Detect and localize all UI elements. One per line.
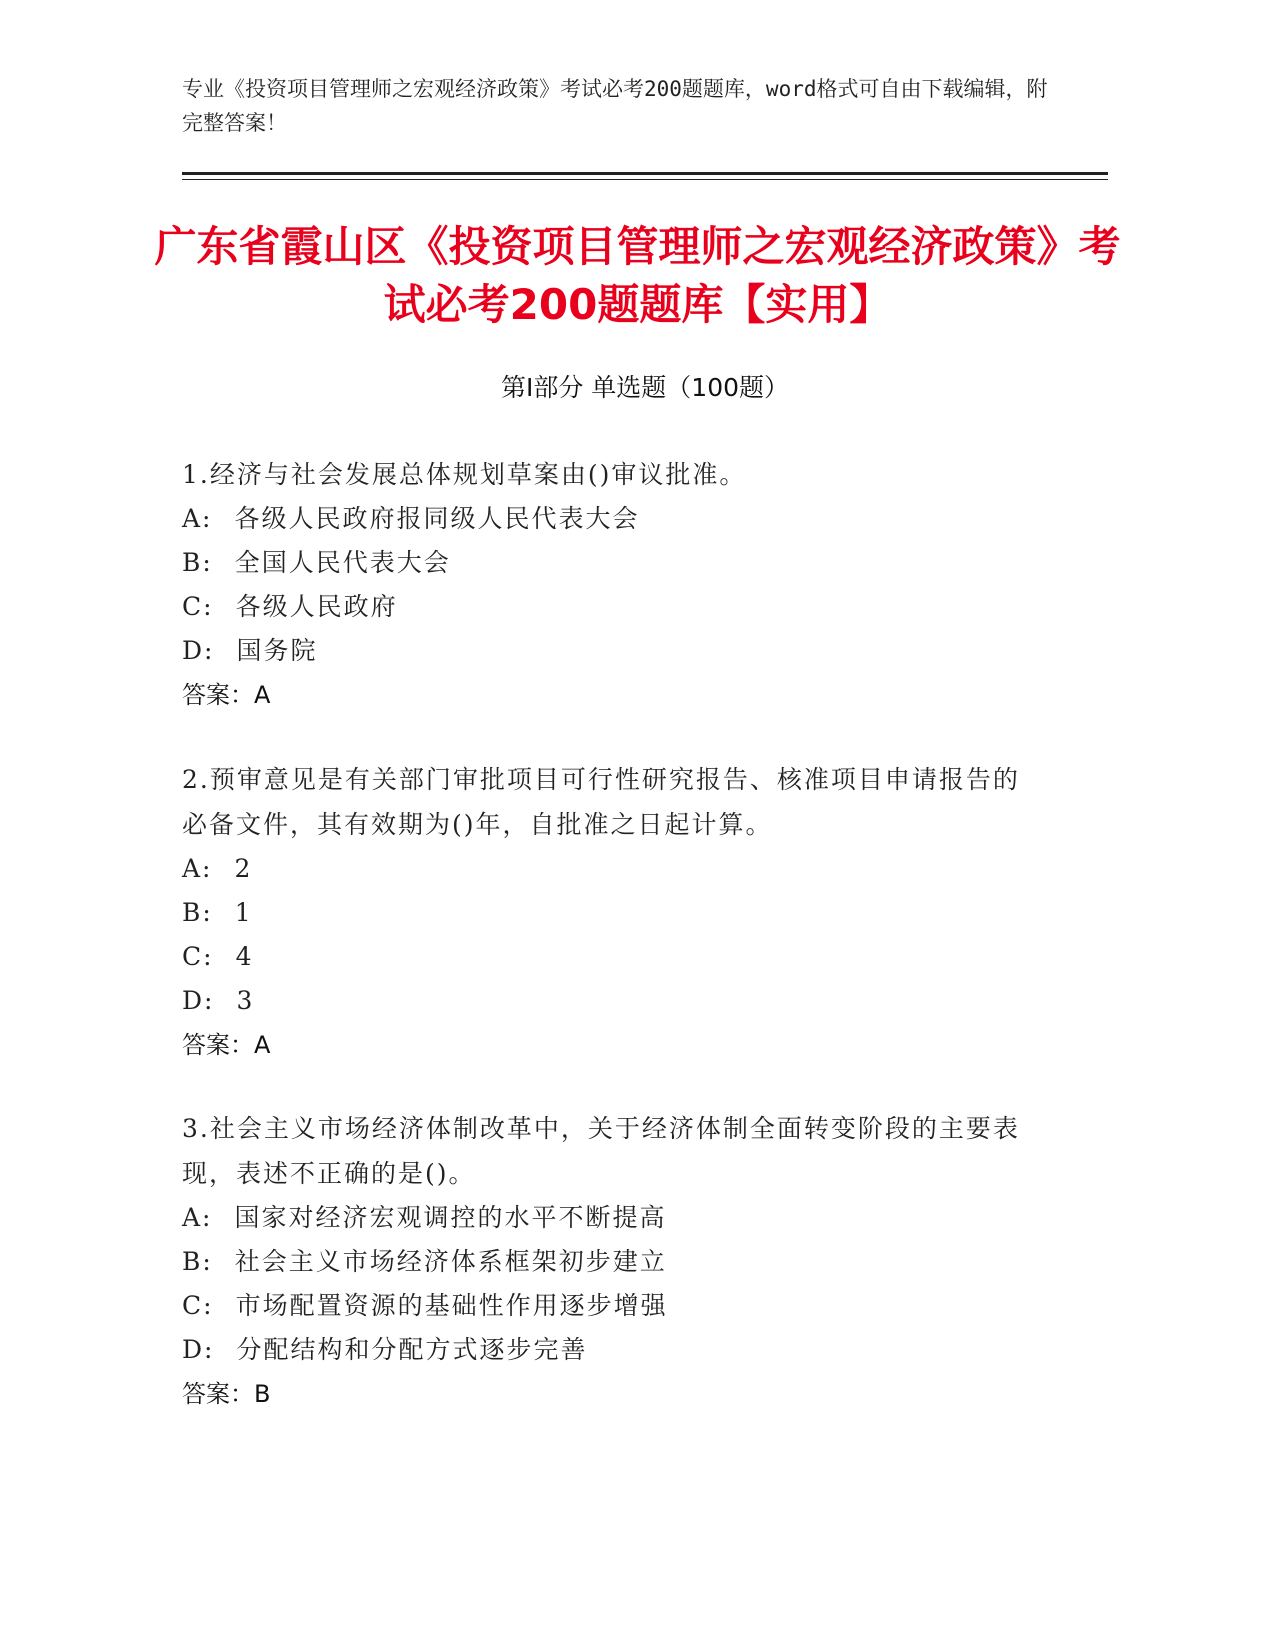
option-letter: C: [182, 942, 214, 971]
option-letter: D: [182, 986, 215, 1015]
option-a [182, 497, 1032, 541]
option-text: 分配结构和分配方式逐步完善 [236, 1335, 588, 1364]
answer: 答案：B [182, 1380, 271, 1408]
section-title: 第Ⅰ部分 单选题（100题） [500, 373, 790, 402]
option-c [182, 1284, 1032, 1328]
option-b [182, 541, 1032, 585]
option-d [182, 629, 1032, 673]
header-rule-thin [182, 179, 1108, 180]
option-text: 社会主义市场经济体系框架初步建立 [234, 1247, 667, 1276]
option-d [182, 979, 1032, 1023]
option-letter: A: [182, 854, 213, 883]
option-letter: C: [182, 1291, 214, 1320]
option-letter: A: [182, 1203, 213, 1232]
option-letter: D: [182, 1335, 215, 1364]
option-letter: B: [182, 1247, 213, 1276]
option-letter: B: [182, 898, 213, 927]
option-a [182, 847, 1032, 891]
option-b [182, 891, 1032, 935]
option-text: 1 [234, 898, 253, 927]
option-text: 各级人民政府 [235, 592, 398, 621]
option-text: 国家对经济宏观调控的水平不断提高 [234, 1203, 667, 1232]
header-note: 专业《投资项目管理师之宏观经济政策》考试必考200题题库，word格式可自由下载编辑，附完整答案！ [182, 77, 1048, 135]
option-letter: A: [182, 504, 213, 533]
header-rule-thick [182, 172, 1108, 175]
document-title: 广东省霞山区《投资项目管理师之宏观经济政策》考试必考200题题库【实用】 [154, 222, 1121, 329]
question-1 [182, 452, 1032, 717]
option-d [182, 1328, 1032, 1372]
option-b [182, 1240, 1032, 1284]
option-c [182, 585, 1032, 629]
question-2 [182, 757, 1032, 1067]
option-text: 3 [236, 986, 255, 1015]
question-stem: 3.社会主义市场经济体制改革中，关于经济体制全面转变阶段的主要表现，表述不正确的是()。 [182, 1114, 1020, 1188]
option-c [182, 935, 1032, 979]
question-stem: 2.预审意见是有关部门审批项目可行性研究报告、核准项目申请报告的必备文件，其有效期为()年，自批准之日起计算。 [182, 765, 1020, 839]
option-text: 各级人民政府报同级人民代表大会 [234, 504, 640, 533]
question-3 [182, 1106, 1032, 1416]
option-text: 4 [235, 942, 254, 971]
option-letter: B: [182, 548, 213, 577]
option-a [182, 1196, 1032, 1240]
answer: 答案：A [182, 681, 271, 709]
option-letter: D: [182, 636, 215, 665]
option-letter: C: [182, 592, 214, 621]
option-text: 2 [234, 854, 253, 883]
option-text: 全国人民代表大会 [234, 548, 451, 577]
option-text: 市场配置资源的基础性作用逐步增强 [235, 1291, 668, 1320]
answer: 答案：A [182, 1031, 271, 1059]
option-text: 国务院 [236, 636, 318, 665]
question-stem: 1.经济与社会发展总体规划草案由()审议批准。 [182, 460, 747, 489]
